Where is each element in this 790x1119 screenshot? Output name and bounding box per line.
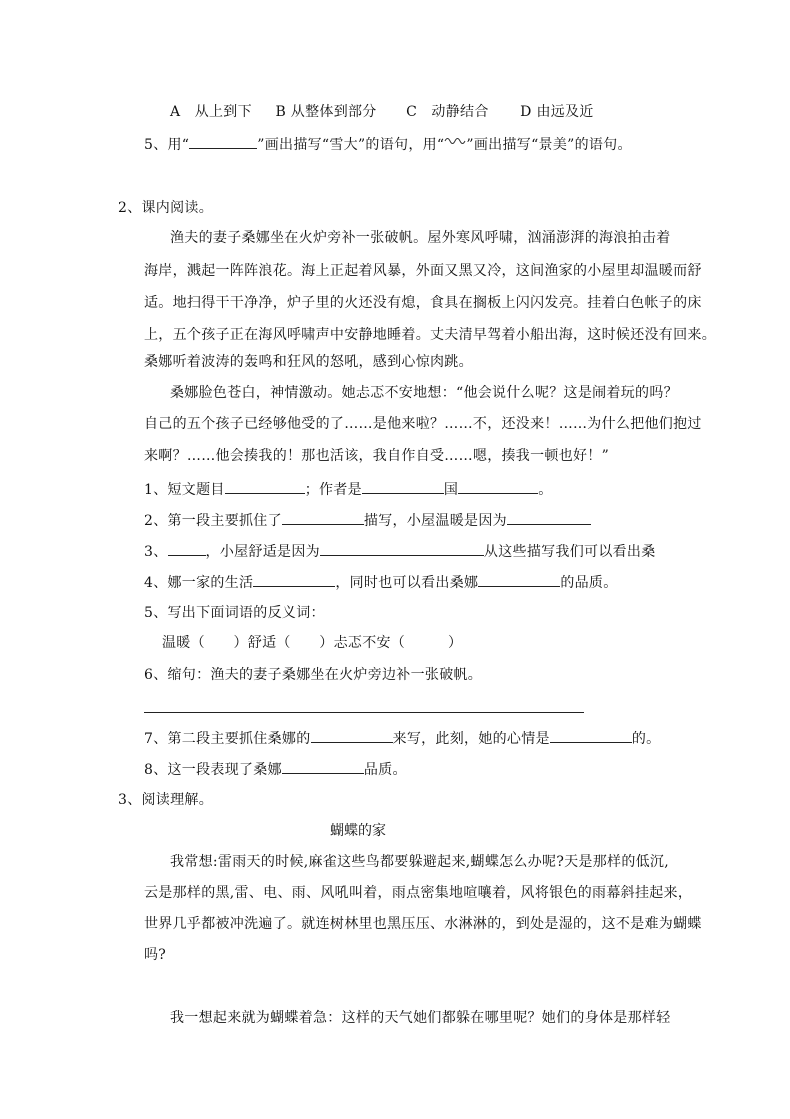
q7-blank-2[interactable]	[550, 728, 632, 743]
question-4: 4、娜一家的生活 ，同时也可以看出桑娜 的品质。	[144, 572, 618, 593]
question-6: 6、缩句：渔夫的妻子桑娜坐在火炉旁边补一张破帆。	[144, 667, 483, 683]
title-blank[interactable]	[225, 479, 305, 494]
q2-blank-2[interactable]	[507, 510, 591, 525]
q5-instruction: 5、用“ ”画出描写“雪大”的语句，用“ ”画出描写“景美”的语句。	[144, 134, 632, 155]
question-7: 7、第二段主要抓住桑娜的 来写，此刻，她的心情是 的。	[144, 728, 660, 749]
wavy-line-icon	[444, 135, 466, 145]
option-c: C 动静结合	[406, 104, 489, 120]
q8-blank[interactable]	[282, 759, 364, 774]
straight-underline-sample	[189, 134, 257, 149]
section-2-heading: 2、课内阅读。	[118, 200, 214, 216]
q2-blank-1[interactable]	[282, 510, 364, 525]
q4-blank-1[interactable]	[253, 572, 335, 587]
passage-line: 海岸，溅起一阵阵浪花。海上正起着风暴，外面又黑又冷，这间渔家的小屋里却温暖而舒	[144, 263, 702, 279]
country-blank[interactable]	[458, 479, 538, 494]
q6-answer-line[interactable]	[144, 712, 584, 713]
passage-title: 蝴蝶的家	[330, 823, 386, 839]
option-b: B 从整体到部分	[275, 104, 377, 120]
passage-line: 我一想起来就为蝴蝶着急：这样的天气她们都躲在哪里呢？她们的身体是那样轻	[170, 1010, 671, 1026]
passage-line: 适。地扫得干干净净，炉子里的火还没有熄，食具在搁板上闪闪发亮。挂着白色帐子的床	[144, 295, 702, 311]
question-3: 3、 ，小屋舒适是因为 从这些描写我们可以看出桑	[144, 541, 656, 562]
passage-line: 自己的五个孩子已经够他受的了……是他来啦？……不，还没来！……为什么把他们抱过	[144, 416, 702, 432]
option-d: D 由远及近	[520, 104, 594, 120]
passage-line: 桑娜脸色苍白，神情激动。她忐忑不安地想：“他会说什么呢？这是闹着玩的吗？	[170, 385, 678, 401]
section-3-heading: 3、阅读理解。	[118, 792, 214, 808]
question-1: 1、短文题目 ；作者是 国 。	[144, 479, 553, 500]
passage-line: 吗?	[144, 947, 167, 963]
passage-line: 上，五个孩子正在海风呼啸声中安静地睡着。丈夫清早驾着小船出海，这时候还没有回来。	[144, 327, 716, 343]
q3-blank-2[interactable]	[320, 541, 484, 556]
passage-line: 渔夫的妻子桑娜坐在火炉旁补一张破帆。屋外寒风呼啸，汹涌澎湃的海浪拍击着	[170, 230, 671, 246]
author-blank[interactable]	[362, 479, 444, 494]
antonym-words[interactable]: 温暖（ ）舒适（ ）忐忑不安（ ）	[162, 635, 463, 651]
question-5: 5、写出下面词语的反义词：	[144, 605, 325, 621]
q7-blank-1[interactable]	[311, 728, 393, 743]
q4-blank-2[interactable]	[478, 572, 560, 587]
passage-line: 世界几乎都被冲洗遍了。就连树林里也黑压压、水淋淋的，到处是湿的，这不是难为蝴蝶	[144, 916, 702, 932]
passage-line: 来啊？……他会揍我的！那也活该，我自作自受……嗯，揍我一顿也好！”	[144, 448, 610, 464]
option-a: A 从上到下	[170, 104, 252, 120]
q3-blank-1[interactable]	[168, 541, 206, 556]
question-2: 2、第一段主要抓住了 描写，小屋温暖是因为	[144, 510, 591, 531]
passage-line: 我常想:雷雨天的时候,麻雀这些鸟都要躲避起来,蝴蝶怎么办呢?天是那样的低沉,	[170, 854, 669, 870]
question-8: 8、这一段表现了桑娜 品质。	[144, 759, 407, 780]
passage-line: 云是那样的黑,雷、电、雨、风吼叫着，雨点密集地喧嚷着，风将银色的雨幕斜挂起来，	[144, 885, 693, 901]
q4-options-row	[170, 102, 594, 122]
passage-line: 桑娜听着波涛的轰鸣和狂风的怒吼，感到心惊肉跳。	[144, 354, 473, 370]
